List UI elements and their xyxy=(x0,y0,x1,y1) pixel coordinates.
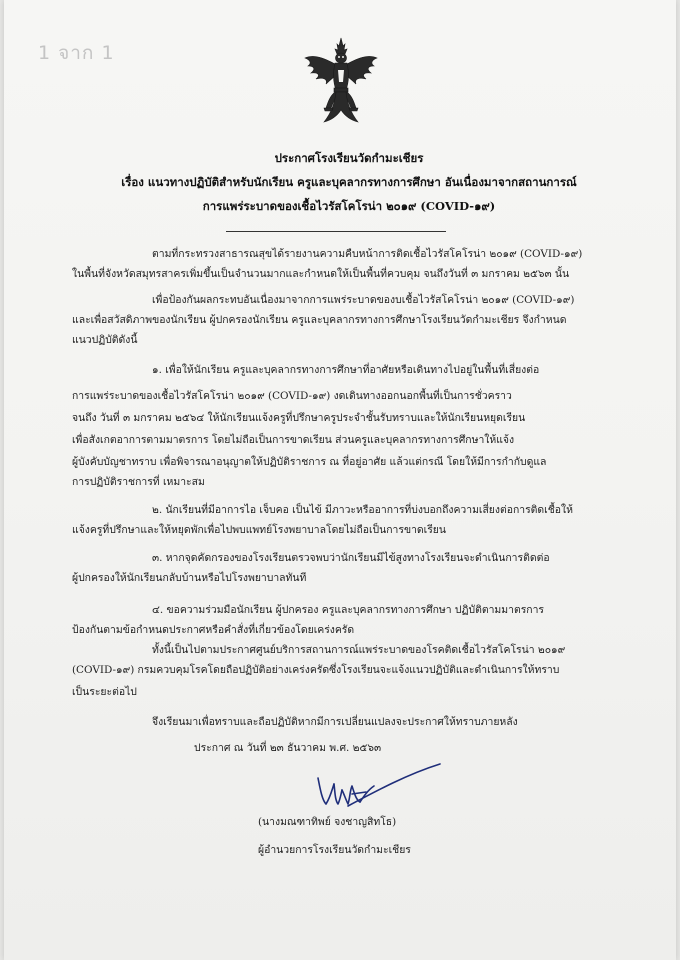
paragraph-1-line-2: ในพื้นที่จังหวัดสมุทรสาครเพิ่มขึ้นเป็นจำนวนมากและกำหนดให้เป็นพื้นที่ควบคุม จนถึงวันที่ ๓ มกราคม ๒๕๖๓ นั้น xyxy=(72,268,570,280)
item-3-line-2: ผู้ปกครองให้นักเรียนกลับบ้านหรือไปโรงพยาบาลทันที xyxy=(72,572,307,584)
paragraph-1-line-1: ตามที่กระทรวงสาธารณสุขได้รายงานความคืบหน้าการติดเชื้อไวรัสโคโรน่า ๒๐๑๙ (COVID-๑๙) xyxy=(152,248,583,260)
signatory-position: ผู้อำนวยการโรงเรียนวัดกำมะเชียร xyxy=(258,844,411,856)
item-1-line-2: การแพร่ระบาดของเชื้อไวรัสโคโรน่า ๒๐๑๙ (COVID-๑๙) งดเดินทางออกนอกพื้นที่เป็นการชั่วคราว xyxy=(72,390,512,402)
item-1-line-5: ผู้บังคับบัญชาทราบ เพื่อพิจารณาอนุญาตให้ปฏิบัติราชการ ณ ที่อยู่อาศัย แล้วแต่กรณี โดยให้มีการกำกับดูแล xyxy=(72,456,547,468)
paragraph-2-line-3: แนวปฏิบัติดังนี้ xyxy=(72,334,138,346)
paragraph-3-line-1: ทั้งนี้เป็นไปตามประกาศศูนย์บริการสถานการณ์แพร่ระบาดของโรคติดเชื้อไวรัสโคโรน่า ๒๐๑๙ xyxy=(152,644,566,656)
item-3-line-1: ๓. หากจุดคัดกรองของโรงเรียนตรวจพบว่านักเรียนมีไข้สูงทางโรงเรียนจะดำเนินการติดต่อ xyxy=(152,552,550,564)
signatory-name: (นางมณฑาทิพย์ จงชาญสิทโธ) xyxy=(258,816,397,828)
item-1-line-6: การปฏิบัติราชการที่ เหมาะสม xyxy=(72,476,205,488)
closing-sentence: จึงเรียนมาเพื่อทราบและถือปฏิบัติหากมีการเปลี่ยนแปลงจะประกาศให้ทราบภายหลัง xyxy=(152,716,518,728)
announcement-header xyxy=(94,146,604,218)
handwritten-signature-icon xyxy=(308,760,448,820)
document-page xyxy=(4,0,676,960)
announcement-date: ประกาศ ณ วันที่ ๒๓ ธันวาคม พ.ศ. ๒๕๖๓ xyxy=(194,742,382,754)
announcement-subject: เรื่อง แนวทางปฏิบัติสำหรับนักเรียน ครูและบุคลากรทางการศึกษา อันเนื่องมาจากสถานการณ์ xyxy=(121,175,577,189)
paragraph-3-line-2: (COVID-๑๙) กรมควบคุมโรคโดยถือปฏิบัติอย่างเคร่งครัดซึ่งโรงเรียนจะแจ้งแนวปฏิบัติและดำเนินการให้ทราบ xyxy=(72,664,560,676)
header-divider xyxy=(226,231,446,232)
announcement-title: ประกาศโรงเรียนวัดกำมะเชียร xyxy=(274,151,424,165)
item-2-line-2: แจ้งครูที่ปรึกษาและให้หยุดพักเพื่อไปพบแพทย์โรงพยาบาลโดยไม่ถือเป็นการขาดเรียน xyxy=(72,524,446,536)
item-1-line-4: เพื่อสังเกตอาการตามมาตรการ โดยไม่ถือเป็นการขาดเรียน ส่วนครูและบุคลากรทางการศึกษาให้แจ้ง xyxy=(72,434,515,446)
item-1-line-3: จนถึง วันที่ ๓ มกราคม ๒๕๖๔ ให้นักเรียนแจ้งครูที่ปรึกษาครูประจำชั้นรับทราบและให้นักเรียนหยุดเรียน xyxy=(72,412,526,424)
page-counter: 1 จาก 1 xyxy=(38,42,115,64)
item-4-line-2: ป้องกันตามข้อกำหนดประกาศหรือคำสั่งที่เกี่ยวข้องโดยเคร่งครัด xyxy=(72,624,355,636)
announcement-subject-continued: การแพร่ระบาดของเชื้อไวรัสโคโรน่า ๒๐๑๙ (COVID-๑๙) xyxy=(202,199,496,213)
paragraph-3-line-3: เป็นระยะต่อไป xyxy=(72,686,137,698)
item-4-line-1: ๔. ขอความร่วมมือนักเรียน ผู้ปกครอง ครูและบุคลากรทางการศึกษา ปฏิบัติตามมาตรการ xyxy=(152,604,544,616)
paragraph-2-line-1: เพื่อป้องกันผลกระทบอันเนื่องมาจากการแพร่ระบาดของบเชื้อไวรัสโคโรน่า ๒๐๑๙ (COVID-๑๙) xyxy=(152,294,575,306)
item-2-line-1: ๒. นักเรียนที่มีอาการไอ เจ็บคอ เป็นไข้ มีภาวะหรืออาการที่บ่งบอกถึงความเสี่ยงต่อการติดเชื้อให้ xyxy=(152,504,573,516)
item-1-line-1: ๑. เพื่อให้นักเรียน ครูและบุคลากรทางการศึกษาที่อาศัยหรือเดินทางไปอยู่ในพื้นที่เสี่ยงต่อ xyxy=(152,364,540,376)
paragraph-2-line-2: และเพื่อสวัสดิภาพของนักเรียน ผู้ปกครองนักเรียน ครูและบุคลากรทางการศึกษาโรงเรียนวัดกำมะเชียร จึงกำหนด xyxy=(72,314,567,326)
garuda-emblem-icon xyxy=(302,36,380,126)
